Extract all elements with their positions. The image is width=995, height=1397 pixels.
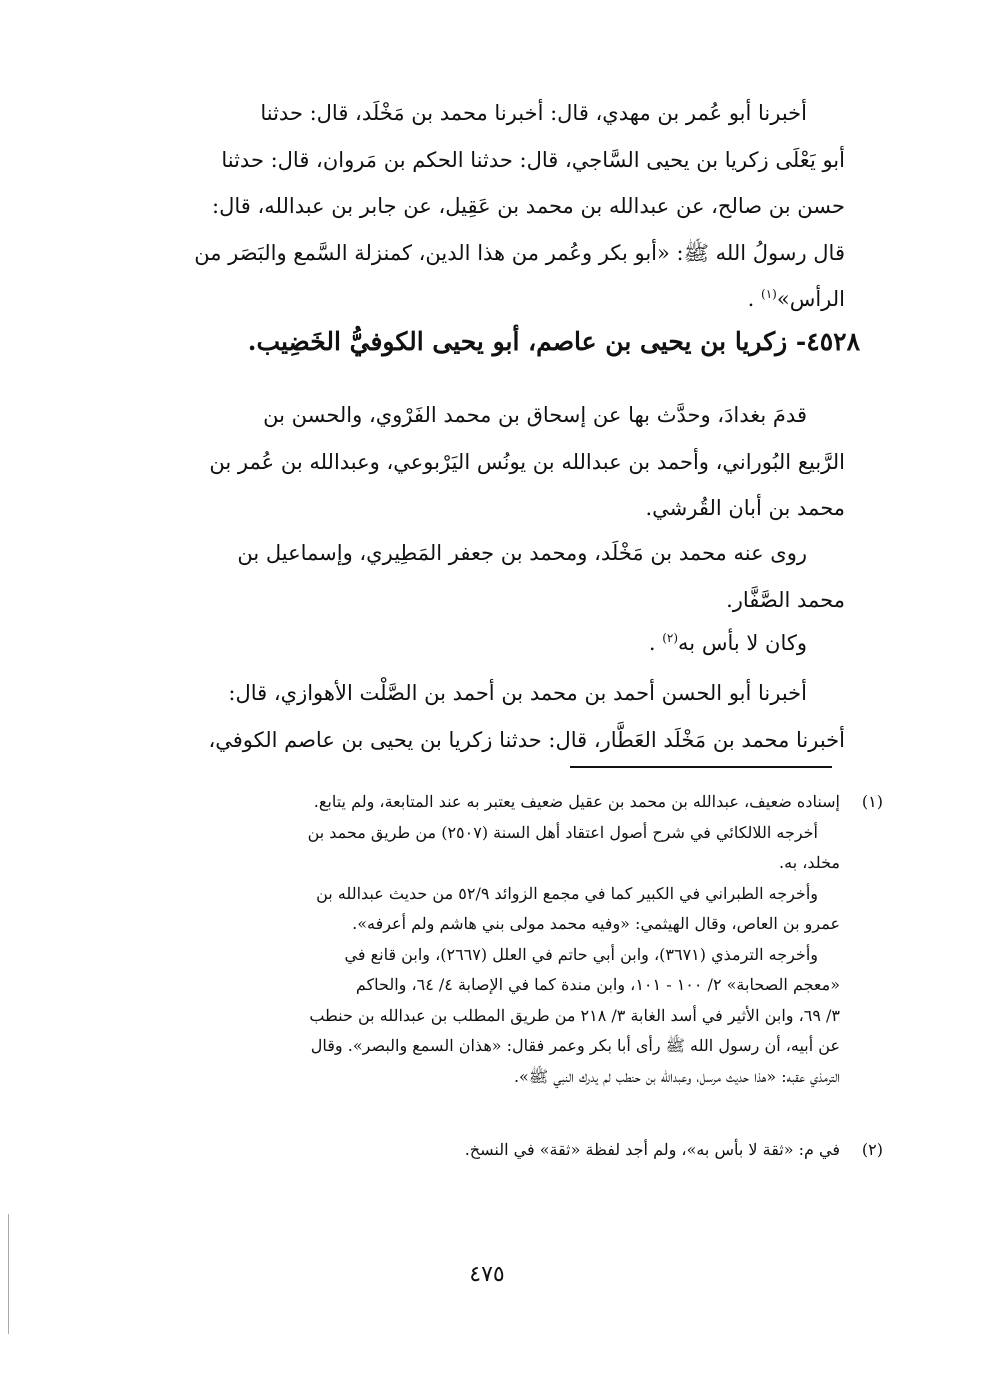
text-line: حسن بن صالح، عن عبدالله بن محمد بن عَقِيل، عن جابر بن عبدالله، قال: xyxy=(212,194,845,218)
grading-paragraph xyxy=(130,620,845,667)
footnote-number: (١) xyxy=(861,792,883,811)
footnote-line: أخرجه اللالكائي في شرح أصول اعتقاد أهل السنة (٢٥٠٧) من طريق محمد بن xyxy=(307,822,818,842)
biography-paragraph xyxy=(130,392,845,532)
footnote-line: ٣/ ٦٩، وابن الأثير في أسد الغابة ٣/ ٢١٨ من طريق المطلب بن عبدالله بن حنطب xyxy=(309,1005,840,1025)
footnote-line: عن أبيه، أن رسول الله ﷺ رأى أبا بكر وعمر فقال: «هذان السمع والبصر». وقال xyxy=(310,1036,840,1055)
text-fragment: وكان لا بأس به xyxy=(678,631,807,655)
text-fragment: الرأس» xyxy=(776,287,845,311)
footnote-line: الترمذي عقبه: «هذا حديث مرسل، وعبدالله بن حنطب لم يدرك النبي ﷺ». xyxy=(513,1066,840,1086)
scan-margin-line xyxy=(8,1214,9,1334)
footnote-2 xyxy=(160,1135,883,1166)
footnote-separator xyxy=(570,766,832,768)
text-line: محمد الصَّفَّار. xyxy=(726,587,845,612)
text-line: الرَّبيع البُوراني، وأحمد بن عبدالله بن يونُس اليَرْبوعي، وعبدالله بن عُمر بن xyxy=(209,449,845,474)
footnote-ref-2[interactable]: (٢) xyxy=(662,631,679,645)
text-line: أبو يَعْلَى زكريا بن يحيى السَّاجي، قال: حدثنا الحكم بن مَروان، قال: حدثنا xyxy=(221,147,845,172)
text-line xyxy=(130,620,845,667)
chain-paragraph xyxy=(130,670,845,763)
footnote-1 xyxy=(160,787,883,1092)
footnote-line: وأخرجه الترمذي (٣٦٧١)، وابن أبي حاتم في العلل (٢٦٦٧)، وابن قانع في xyxy=(344,944,818,964)
text-fragment: . xyxy=(648,631,663,655)
text-line: أخبرنا محمد بن مَخْلَد العَطَّار، قال: حدثنا زكريا بن يحيى بن عاصم الكوفي، xyxy=(208,727,845,752)
entry-heading: ٤٥٢٨- زكريا بن يحيى بن عاصم، أبو يحيى الكوفيُّ الخَضِيب. xyxy=(247,327,860,356)
page-number: ٤٧٥ xyxy=(469,1262,505,1287)
text-line: قال رسولُ الله ﷺ: «أبو بكر وعُمر من هذا الدين، كمنزلة السَّمع والبَصَر من xyxy=(194,240,845,265)
footnote-number: (٢) xyxy=(861,1140,883,1159)
intro-paragraph xyxy=(130,90,845,323)
text-line: قدمَ بغدادَ، وحدَّث بها عن إسحاق بن محمد الفَرْوي، والحسن بن xyxy=(263,403,807,427)
text-line: روى عنه محمد بن مَخْلَد، ومحمد بن جعفر المَطِيري، وإسماعيل بن xyxy=(237,541,807,565)
footnote-line: إسناده ضعيف، عبدالله بن محمد بن عقيل ضعيف يعتبر به عند المتابعة، ولم يتابع. xyxy=(313,792,840,811)
footnote-line: في م: «ثقة لا بأس به»، ولم أجد لفظة «ثقة» في النسخ. xyxy=(464,1140,840,1159)
text-line: محمد بن أبان القُرشي. xyxy=(645,496,845,520)
text-line: أخبرنا أبو الحسن أحمد بن محمد بن أحمد بن الصَّلْت الأهوازي، قال: xyxy=(228,681,807,705)
text-fragment: . xyxy=(747,287,762,311)
text-line: أخبرنا أبو عُمر بن مهدي، قال: أخبرنا محمد بن مَخْلَد، قال: حدثنا xyxy=(260,101,807,125)
footnote-line: عمرو بن العاص، وقال الهيثمي: «وفيه محمد مولى بني هاشم ولم أعرفه». xyxy=(352,914,840,933)
footnote-line: مخلد، به. xyxy=(779,853,840,872)
footnote-line: وأخرجه الطبراني في الكبير كما في مجمع الزوائد ٥٢/٩ من حديث عبدالله بن xyxy=(316,883,818,903)
narrators-paragraph xyxy=(130,530,845,623)
footnote-line: «معجم الصحابة» ٢/ ١٠٠ - ١٠١، وابن مندة كما في الإصابة ٤/ ٦٤، والحاكم xyxy=(355,975,840,994)
footnote-ref-1[interactable]: (١) xyxy=(761,287,777,301)
text-line xyxy=(130,276,845,323)
